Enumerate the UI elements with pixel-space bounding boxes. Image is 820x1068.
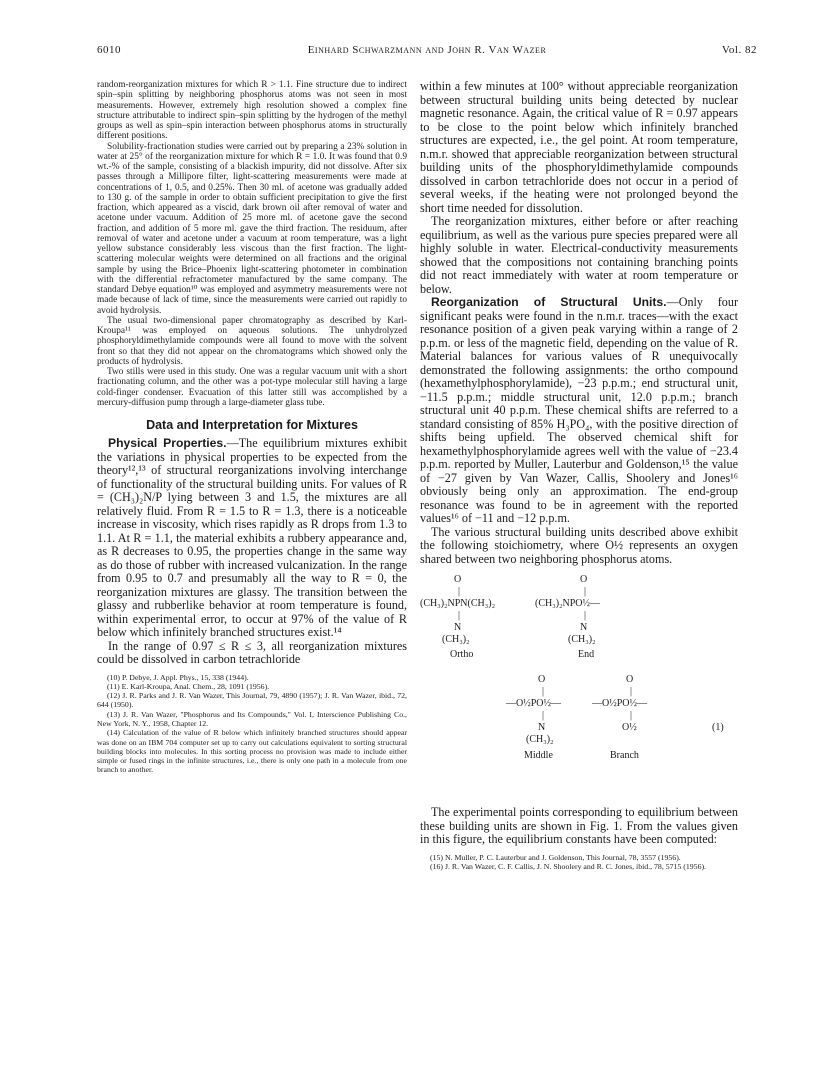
middle-bond: | [542,686,545,697]
paragraph-text: —The equilibrium mixtures exhibit the variations in physical properties to be expected from the theory¹²,¹³ of structural reorganizations involving interchange of functionality of the structural building units. For values of R = (CH₃)₂N/P lying between 3 and 1.5, the mixtures are all relatively fluid. From R = 1.5 to R = 1.3, there is a noticeable increase in viscosity, which rises rapidly as R drops from 1.3 to 1.1. At R = 1.1, the material exhibits a rubbery appearance and, as R decreases to 0.95, the properties change in the same way as do those of rubber with increased vulcanization. In the range from 0.95 to 0.7 and presumably all the way to R = 0, the reorganization mixtures are glassy. The transition between the glassy and rubberlike behavior at room temperature is found, within experimental error, to occur at 97% of the value of R below which infinitely branched structures exist.¹⁴ [97,436,407,639]
end-label: End [578,649,595,660]
footnote: (10) P. Debye, J. Appl. Phys., 15, 338 (1944). [107,672,249,682]
runin-heading: Reorganization of Structural Units. [431,295,667,309]
ortho-bond: | [458,586,461,597]
footnote: (12) J. R. Parks and J. R. Van Wazer, This Journal, 79, 4890 (1957); J. R. Van Wazer, ibid., 72, 644 (1950). [97,691,407,710]
paragraph: In the range of 0.97 ≤ R ≤ 3, all reorganization mixtures could be dissolved in carbon tetrachloride [97,638,407,666]
branch-oxygen: O [626,674,634,685]
ortho-bond: | [458,610,461,621]
branch-formula: —O½PO½— [592,698,648,709]
branch-bond: | [630,710,633,721]
running-authors: Einhard Schwarzmann and John R. Van Wazer [307,44,547,56]
middle-nitrogen: N [538,722,546,733]
paragraph: random-reorganization mixtures for which R > 1.1. Fine structure due to indirect spin–spin splitting by neighboring phosphorus atoms was not seen in most measurements. However, extremely high resolution showed a complex fine structure attributable to indirect spin–spin splitting by the hydrogen of the methyl groups as well as spin–spin interaction between phosphorus atoms in structurally different positions. [97,80,407,142]
middle-oxygen: O [538,674,546,685]
footnote: (11) E. Karl-Kroupa, Anal. Chem., 28, 1091 (1956). [107,681,270,691]
end-bond: | [584,610,587,621]
ortho-oxygen: O [454,574,462,585]
paragraph [97,437,407,640]
body-text-continued [420,806,738,847]
footnote: (16) J. R. Van Wazer, C. F. Callis, J. N. Shoolery and R. C. Jones, ibid., 78, 5715 (1956). [430,861,707,871]
end-formula: (CH₃)₂NPO½— [535,598,601,609]
middle-methyl: (CH₃)₂ [526,734,554,745]
paragraph: The reorganization mixtures, either before or after reaching equilibrium, as well as the various pure species prepared were all highly soluble in water. Electrical-conductivity measurements showed that the compositions not containing branching points did not react immediately with water at room temperature or below. [420,214,738,296]
footnote: (14) Calculation of the value of R below which infinitely branched structures should appear was done on an IBM 704 computer set up to carry out calculations equivalent to sorting structural building blocks into molecules. In this sorting process no provision was made to include either simple or fused rings in the infinite structures, i.e., there is only one path in a molecule from one branch to another. [97,728,407,775]
paragraph [420,296,738,526]
end-nitrogen: N [580,622,588,633]
runin-heading: Physical Properties. [108,436,227,450]
running-header [97,44,757,60]
footnotes [97,673,407,775]
end-bond: | [584,586,587,597]
experimental-text [97,80,407,408]
paragraph: Two stills were used in this study. One was a regular vacuum unit with a short fractionating column, and the other was a pot-type molecular still having a large cold-finger condenser. Evacuation of this latter still was accomplished by a mercury-diffusion pump through a large-diameter glass tube. [97,367,407,408]
page-number: 6010 [97,44,121,56]
right-column [420,80,738,871]
left-column [97,80,407,775]
volume-label: Vol. 82 [721,44,757,56]
branch-label: Branch [610,750,639,761]
body-text [97,437,407,667]
ortho-methyl: (CH₃)₂ [442,634,470,645]
ortho-label: Ortho [450,649,474,660]
footnote: (13) J. R. Van Wazer, "Phosphorus and Its Compounds," Vol. I, Interscience Publishing Co., New York, N. Y., 1958, Chapter 12. [97,709,407,728]
footnotes [420,853,738,872]
branch-shared-oxygen: O½ [622,722,637,733]
paragraph: within a few minutes at 100° without appreciable reorganization between structural building units being detected by nuclear magnetic resonance. Again, the critical value of R = 0.97 appears to be close to the point below which infinitely branched structures are expected, i.e., the gel point. At room temperature, n.m.r. showed that appreciable reorganization between structural building units of the phosphoryldimethylamide compounds dissolved in carbon tetrachloride does not occur in a period of several weeks, if the heating were not prolonged beyond the short time needed for dissolution. [420,79,738,215]
paragraph: Solubility-fractionation studies were carried out by preparing a 23% solution in water at 25° of the reorganization mixture for which R = 1.0. It was found that 0.9 wt.-% of the sample, consisting of a blackish impurity, did not dissolve. After six passes through a Millipore filter, light-scattering measurements were made at concentrations of 1, 0.5, and 0.25%. Then 30 ml. of acetone was gradually added to 130 g. of the sample in order to obtain sufficient precipitation to give the first fraction, which appeared as a viscid, dark brown oil after removal of water and acetone under vacuum. Addition of 25 more ml. of acetone gave the second fraction, and addition of 5 more ml. gave the third fraction. The residuum, after removal of water and acetone under a vacuum at room temperature, was a light yellow substance considerably less viscous than the first fraction. The light-scattering molecular weights were determined on all fractions and the original sample by using the Brice–Phoenix light-scattering photometer in combination with the differential refractometer manufactured by the same company. The standard Debye equation¹⁰ was employed and asymmetry measurements were not made because of lack of time, since the measurements were carried out rapidly to avoid hydrolysis. [97,141,407,316]
section-heading: Data and Interpretation for Mixtures [146,418,358,432]
ortho-formula: (CH₃)₂NPN(CH₃)₂ [420,598,496,609]
body-text [420,80,738,566]
ortho-nitrogen: N [454,622,462,633]
paragraph: The usual two-dimensional paper chromatography as described by Karl-Kroupa¹¹ was employed on aqueous solutions. The unhydrolyzed phosphoryldimethylamide compounds were all found to move with the solvent front so that they did not appear on the chromatograms which showed only the products of hydrolysis. [97,315,407,367]
paragraph-text: —Only four significant peaks were found in the n.m.r. traces—with the exact resonance position of a given peak varying within a range of 2 p.p.m. or less of the magnetic field, depending on the value of R. Material balances for various values of R unequivocally demonstrated the following assignments: the ortho compound (hexamethylphosphorylamide), −23 p.p.m.; end structural unit, −11.5 p.p.m.; middle structural unit, 12.0 p.p.m.; branch structural unit 40 p.p.m. These chemical shifts are referred to a standard consisting of 85% H₃PO₄, with the positive direction of shifts being upfield. The observed chemical shift for hexamethylphosphorylamide agrees well with the value of −23.4 p.p.m. reported by Muller, Lauterbur and Goldenson,¹⁵ the value of −27 given by Van Wazer, Callis, Shoolery and Jones¹⁶ obviously being only an approximation. The end-group resonance was found to be in agreement with the reported values¹⁶ of −11 and −12 p.p.m. [420,295,738,525]
structural-units-figure [420,574,738,796]
equation-number: (1) [712,722,724,733]
paragraph: The various structural building units described above exhibit the following stoichiometry, where O½ represents an oxygen shared between two neighboring phosphorus atoms. [420,524,738,566]
paragraph: The experimental points corresponding to equilibrium between these building units are shown in Fig. 1. From the values given in this figure, the equilibrium constants have been computed: [420,805,738,846]
end-oxygen: O [580,574,588,585]
branch-bond: | [630,686,633,697]
middle-bond: | [542,710,545,721]
middle-label: Middle [524,750,553,761]
footnote: (15) N. Muller, P. C. Lauterbur and J. Goldenson, This Journal, 78, 3557 (1956). [430,852,681,862]
end-methyl: (CH₃)₂ [568,634,596,645]
middle-formula: —O½PO½— [506,698,562,709]
